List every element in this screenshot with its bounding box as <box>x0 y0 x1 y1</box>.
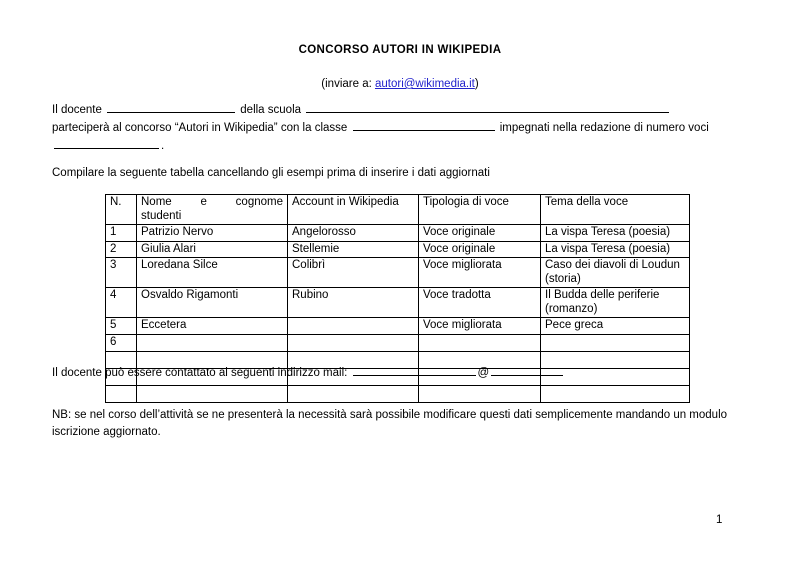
column-header-type: Tipologia di voce <box>419 195 541 225</box>
cell-account[interactable] <box>288 385 419 402</box>
cell-number[interactable] <box>106 385 137 402</box>
table-header <box>106 195 690 225</box>
cell-number[interactable]: 6 <box>106 334 137 351</box>
contact-line <box>52 364 565 379</box>
blank-docente-name[interactable] <box>107 101 235 113</box>
column-header-theme: Tema della voce <box>541 195 690 225</box>
cell-number[interactable]: 4 <box>106 288 137 318</box>
cell-type[interactable] <box>419 334 541 351</box>
column-header-name-line2: studenti <box>141 209 182 222</box>
cell-theme[interactable] <box>541 385 690 402</box>
cell-account[interactable]: Colibrì <box>288 258 419 288</box>
cell-name[interactable]: Giulia Alari <box>137 241 288 258</box>
column-header-account: Account in Wikipedia <box>288 195 419 225</box>
cell-name[interactable]: Osvaldo Rigamonti <box>137 288 288 318</box>
cell-name[interactable] <box>137 385 288 402</box>
table-row[interactable] <box>106 288 690 318</box>
intro-paragraph <box>52 101 748 155</box>
intro-label-classe: parteciperà al concorso “Autori in Wikipedia” con la classe <box>52 122 348 134</box>
cell-theme[interactable]: La vispa Teresa (poesia) <box>541 241 690 258</box>
table-row[interactable] <box>106 334 690 351</box>
note-line-1: NB: se nel corso dell’attività se ne presenterà la necessità sarà possibile modificare questi dati semplicemente mandando un modulo <box>52 409 728 421</box>
contact-label: Il docente può essere contattato al seguenti indirizzo mail: <box>52 367 348 379</box>
cell-theme[interactable] <box>541 334 690 351</box>
cell-type[interactable]: Voce migliorata <box>419 318 541 335</box>
instruction-text: Compilare la seguente tabella cancellando gli esempi prima di inserire i dati aggiornati <box>52 167 490 179</box>
at-symbol: @ <box>477 367 490 379</box>
blank-mail-domain[interactable] <box>491 364 563 376</box>
submission-subtitle <box>0 78 800 90</box>
intro-line-3 <box>52 137 748 155</box>
cell-account[interactable] <box>288 318 419 335</box>
intro-label-scuola: della scuola <box>240 104 302 116</box>
table-row[interactable] <box>106 225 690 242</box>
cell-theme[interactable]: Il Budda delle periferie (romanzo) <box>541 288 690 318</box>
table-row[interactable] <box>106 241 690 258</box>
cell-name[interactable]: Eccetera <box>137 318 288 335</box>
cell-theme[interactable]: La vispa Teresa (poesia) <box>541 225 690 242</box>
column-header-name-line1: Nome e cognome <box>141 196 283 208</box>
column-header-number: N. <box>106 195 137 225</box>
subtitle-prefix: (inviare a: <box>321 78 375 90</box>
blank-mail-local[interactable] <box>353 364 476 376</box>
cell-name[interactable]: Loredana Silce <box>137 258 288 288</box>
cell-type[interactable]: Voce originale <box>419 225 541 242</box>
cell-number[interactable]: 2 <box>106 241 137 258</box>
intro-label-voci: impegnati nella redazione di numero voci <box>499 122 709 134</box>
blank-classe[interactable] <box>353 119 495 131</box>
intro-line-1 <box>52 101 748 119</box>
blank-scuola-name[interactable] <box>306 101 669 113</box>
cell-number[interactable]: 3 <box>106 258 137 288</box>
subtitle-suffix: ) <box>474 78 479 90</box>
cell-type[interactable]: Voce migliorata <box>419 258 541 288</box>
cell-number[interactable]: 1 <box>106 225 137 242</box>
cell-account[interactable]: Stellemie <box>288 241 419 258</box>
column-header-name <box>137 195 288 225</box>
cell-number[interactable]: 5 <box>106 318 137 335</box>
page-title: CONCORSO AUTORI IN WIKIPEDIA <box>298 44 502 56</box>
note-line-2: iscrizione aggiornato. <box>52 426 161 438</box>
cell-name[interactable] <box>137 334 288 351</box>
intro-line-2 <box>52 119 748 137</box>
cell-type[interactable] <box>419 385 541 402</box>
table-row[interactable] <box>106 258 690 288</box>
intro-period: . <box>161 140 165 152</box>
cell-account[interactable]: Angelorosso <box>288 225 419 242</box>
page-number: 1 <box>716 514 723 526</box>
cell-type[interactable]: Voce tradotta <box>419 288 541 318</box>
table-row[interactable] <box>106 385 690 402</box>
cell-name[interactable]: Patrizio Nervo <box>137 225 288 242</box>
cell-theme[interactable]: Pece greca <box>541 318 690 335</box>
cell-theme[interactable]: Caso dei diavoli di Loudun (storia) <box>541 258 690 288</box>
note-paragraph <box>52 407 748 441</box>
intro-label-docente: Il docente <box>52 104 102 116</box>
cell-account[interactable]: Rubino <box>288 288 419 318</box>
table-row[interactable] <box>106 318 690 335</box>
submission-email-link[interactable]: autori@wikimedia.it <box>374 78 475 90</box>
cell-account[interactable] <box>288 334 419 351</box>
cell-type[interactable]: Voce originale <box>419 241 541 258</box>
table-header-row <box>106 195 690 225</box>
blank-numero-voci[interactable] <box>54 137 159 149</box>
